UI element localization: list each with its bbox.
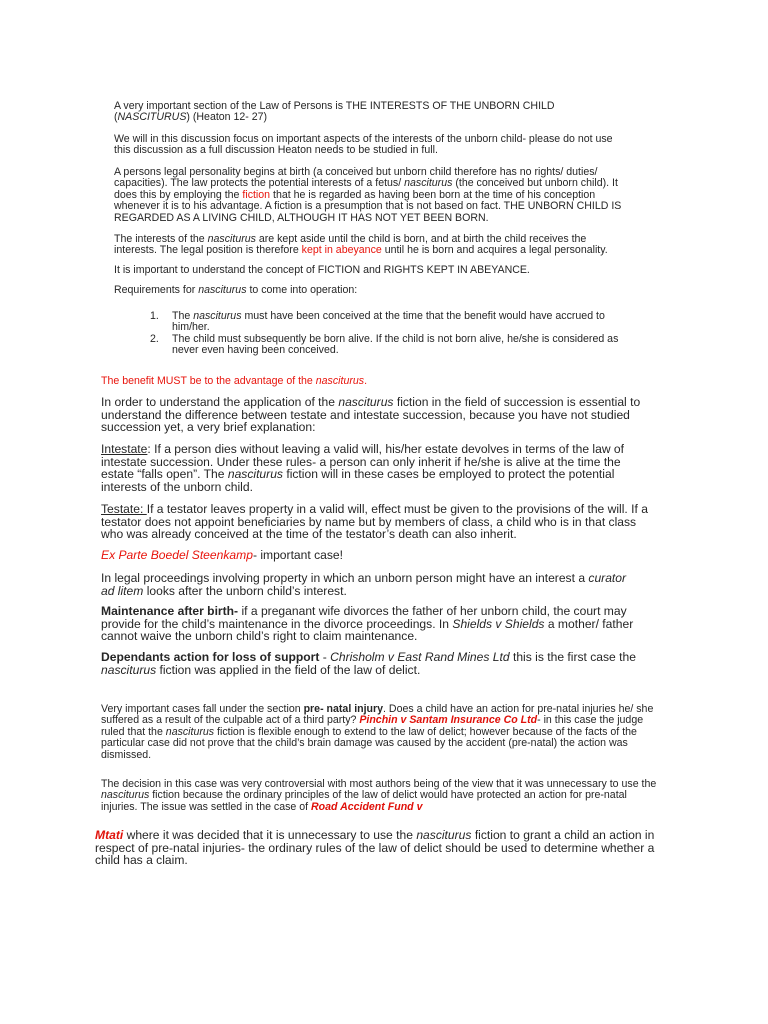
concept-paragraph: It is important to understand the concept of FICTION and RIGHTS KEPT IN ABEYANCE.: [114, 264, 530, 276]
succession-paragraph: In order to understand the application of the nasciturus fiction in the field of succession is essential to understand the difference between testate and intestate succession, because you have not studied succession yet, a very brief explanation:: [101, 395, 641, 435]
list-item: 2. The child must subsequently be born alive. If the child is not born alive, he/she is considered as never even having been conceived.: [150, 332, 619, 357]
dependants-paragraph: Dependants action for loss of support - Chrisholm v East Rand Mines Ltd this is the first case the nasciturus fiction was applied in the field of the law of delict.: [101, 650, 636, 677]
list-item: 1. The nasciturus must have been conceived at the time that the benefit would have accrued to him/her.: [150, 310, 605, 334]
dependants-heading: Dependants action for loss of support: [101, 650, 320, 664]
case-name: Road Accident Fund v: [311, 800, 423, 813]
prenatal-heading: pre- natal injury: [303, 703, 384, 715]
steenkamp-case: Ex Parte Boedel Steenkamp- important case!: [101, 548, 344, 562]
case-name: Mtati: [95, 828, 124, 842]
case-name: Ex Parte Boedel Steenkamp: [101, 548, 253, 562]
mtati-paragraph: Mtati where it was decided that it is unnecessary to use the nasciturus fiction to grant a child an action in respect of pre-natal injuries- the ordinary rules of the law of delict should be used to determine whether a child has a claim.: [95, 828, 655, 868]
intestate-term: Intestate: [101, 442, 148, 456]
intestate-paragraph: Intestate: If a person dies without leaving a valid will, his/her estate devolves in terms of the law of intestate succession. Under these rules- a person can only inherit if he/she is alive at the time the estate “falls open”. The nasciturus fiction will in these cases be employed to protect the potential interests of the unborn child.: [101, 442, 625, 494]
legal-personality-paragraph: A persons legal personality begins at birth (a conceived but unborn child therefore has no rights/ duties/ capacities). The law protects the potential interests of a fetus/ nasciturus (the conceived but unborn child). It does this by employing the fiction that he is regarded as having been born at the time of his conception whenever it is to his advantage. A fiction is a presumption that is not based on fact. THE UNBORN CHILD IS REGARDED AS A LIVING CHILD, ALTHOUGH IT HAS NOT YET BEEN BORN.: [114, 166, 622, 224]
prenatal-paragraph: Very important cases fall under the section pre- natal injury. Does a child have an action for pre-natal injuries he/ she suffered as a result of the culpable act of a third party? Pinchin v Santam Insurance Co Ltd- in this case the judge ruled that the nasciturus fiction is flexible enough to extend to the law of delict; however because of the facts of the particular case did not prove that the child’s brain damage was caused by the accident (pre-natal) the action was dismissed.: [101, 703, 654, 761]
testate-term: Testate:: [101, 502, 147, 516]
case-name: Pinchin v Santam Insurance Co Ltd: [359, 714, 538, 727]
benefit-advantage-note: The benefit MUST be to the advantage of the nasciturus.: [101, 375, 368, 387]
abeyance-term: kept in abeyance: [301, 244, 382, 257]
requirements-heading: Requirements for nasciturus to come into operation:: [114, 284, 358, 296]
controversy-paragraph: The decision in this case was very controversial with most authors being of the view that it was unnecessary to use the nasciturus fiction because the ordinary principles of the law of delict would have protected an action for pre-natal injuries. The issue was settled in the case of Road Accident Fund v: [101, 778, 657, 813]
maintenance-heading: Maintenance after birth-: [101, 604, 239, 618]
discussion-note-paragraph: We will in this discussion focus on important aspects of the interests of the unborn child- please do not use this discussion as a full discussion Heaton needs to be studied in full.: [114, 133, 613, 157]
abeyance-paragraph: The interests of the nasciturus are kept aside until the child is born, and at birth the child receives the interests. The legal position is therefore kept in abeyance until he is born and acquires a legal personality.: [114, 233, 608, 257]
requirements-list: [150, 311, 630, 357]
maintenance-paragraph: Maintenance after birth- if a preganant wife divorces the father of her unborn child, the court may provide for the child’s maintenance in the divorce proceedings. In Shields v Shields a mother/ father cannot waive the unborn child’s right to claim maintenance.: [101, 604, 634, 644]
curator-paragraph: In legal proceedings involving property in which an unborn person might have an interest a curator ad litem looks after the unborn child’s interest.: [101, 571, 627, 598]
intro-paragraph: A very important section of the Law of Persons is THE INTERESTS OF THE UNBORN CHILD (NASCITURUS) (Heaton 12- 27): [114, 100, 555, 124]
testate-paragraph: Testate: If a testator leaves property in a valid will, effect must be given to the provisions of the will. If a testator does not appoint beneficiaries by name but by members of class, a child who is in that class who was already conceived at the time of the testator’s death can also inherit.: [101, 502, 648, 542]
fiction-term: fiction: [242, 188, 271, 201]
case-name: Chrisholm v East Rand Mines Ltd: [330, 650, 510, 664]
